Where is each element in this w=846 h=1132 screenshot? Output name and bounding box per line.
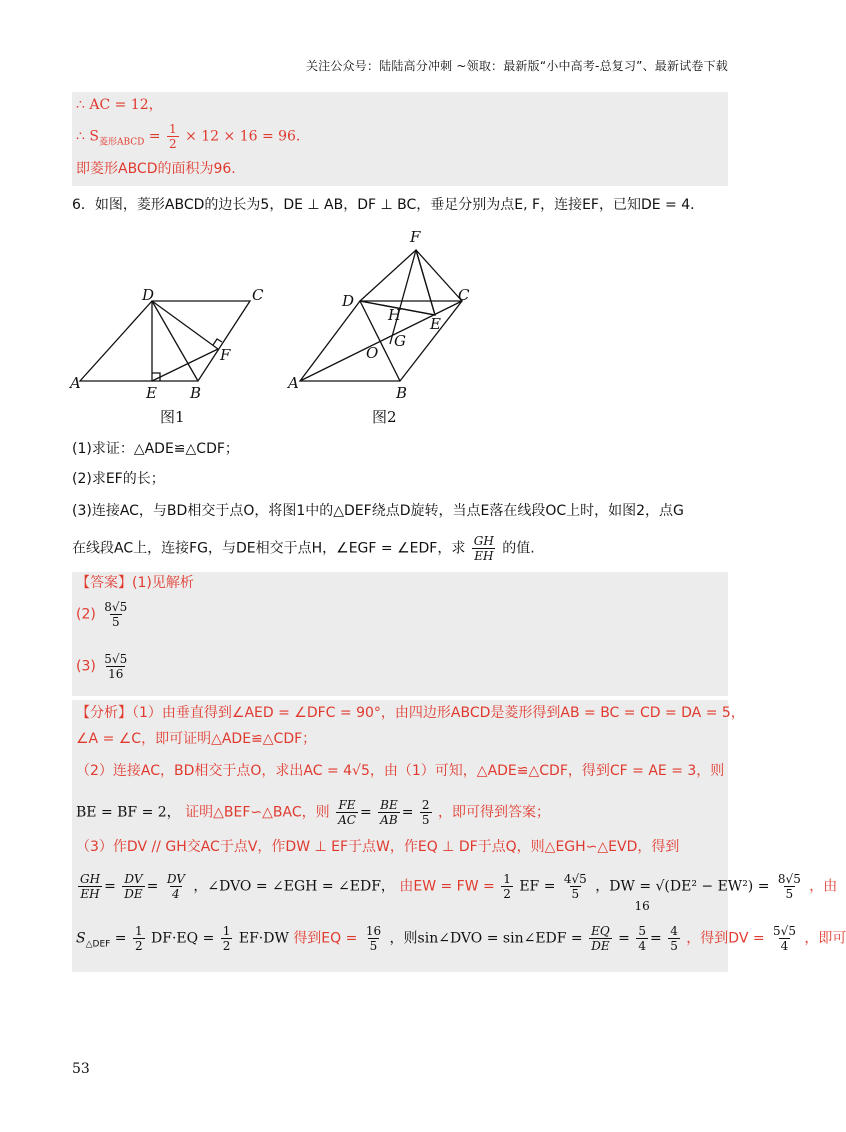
denominator: 5 <box>785 887 794 901</box>
fig1-label-e: E <box>146 384 157 402</box>
denominator: AB <box>380 813 398 827</box>
prev-line-3: 即菱形ABCD的面积为96. <box>76 161 236 177</box>
numerator: BE <box>380 798 398 812</box>
area-subscript: 菱形ABCD <box>98 137 145 148</box>
by-text: ，由 <box>809 878 838 895</box>
numerator: 1 <box>134 924 143 938</box>
frac-4root5-5 <box>562 872 589 901</box>
question-3-tail: 的值. <box>502 540 535 557</box>
fig2-label-e: E <box>430 315 441 333</box>
fig2-label-a: A <box>288 374 299 392</box>
numerator: 8√5 <box>777 872 801 886</box>
denominator: 5 <box>369 939 378 953</box>
analysis-line-1 <box>76 704 745 724</box>
denominator: 2 <box>222 939 231 953</box>
denominator: 5 <box>111 615 120 629</box>
fig1-rhombus <box>80 301 250 381</box>
denominator: DE <box>591 939 610 953</box>
frac-5root5-4 <box>771 924 798 953</box>
answer-label: 【答案】 <box>76 575 132 591</box>
frac-compound <box>634 899 650 953</box>
denominator: 5 <box>670 939 678 953</box>
fig2-caption: 图2 <box>372 408 397 426</box>
numerator: 2 <box>421 798 430 812</box>
fig1-right-angle-f <box>213 339 222 345</box>
analysis-line-5: （3）作DV // GH交AC于点V，作DW ⊥ EF于点W，作EQ ⊥ DF于点Q，则△EGH∽△EVD，得到 <box>76 839 680 855</box>
frac-4-5 <box>668 924 680 953</box>
page-number: 53 <box>72 1061 90 1077</box>
frac-half-3 <box>221 924 233 953</box>
numerator: 1 <box>222 924 231 938</box>
frac-16-5 <box>364 924 383 953</box>
ef-dw-product: EF·DW <box>238 930 289 947</box>
angle-equality: ，∠DVO = ∠EGH = ∠EDF， <box>193 878 395 895</box>
fig1-label-a: A <box>70 374 81 392</box>
frac-gh-eh <box>78 872 102 901</box>
denominator: 4 <box>172 887 180 901</box>
fig1-segment-db <box>152 301 198 381</box>
fig2-label-g: G <box>394 332 406 350</box>
numerator: 5√5 <box>104 652 128 666</box>
area-computation: × 12 × 16 = 96． <box>185 128 310 145</box>
analysis-part-1a: （1）由垂直得到∠AED = ∠DFC = 90°，由四边形ABCD是菱形得到AB = BC = CD = DA = 5， <box>132 705 745 721</box>
fig1-segment-df <box>152 301 218 349</box>
analysis-line-4: BE = BF = 2， 证明△BEF∽△BAC，则 $\frac{FE}{AC}$ = $\frac{BE}{AB}$ = $\frac{2}{5}$ ，即可得到答案； <box>76 798 550 827</box>
problem-6 <box>72 192 728 222</box>
top-value-16: 16 <box>634 899 650 913</box>
numerator: 1 <box>503 872 511 886</box>
frac-be-ab <box>378 798 400 827</box>
answer-2-label: (2) <box>76 606 96 623</box>
fig2-label-f: F <box>410 228 421 246</box>
frac-half-1 <box>501 872 513 901</box>
fig2-label-b: B <box>396 384 408 402</box>
numerator: FE <box>338 798 356 812</box>
ew-fw-text: 由EW = FW = <box>399 878 500 895</box>
area-subscript: △DEF <box>85 939 111 950</box>
dw-formula: ，DW = √(DE² − EW²) = <box>595 878 774 895</box>
equals-sign: = <box>114 930 131 947</box>
previous-solution <box>72 92 728 186</box>
problem-statement <box>72 196 704 216</box>
numerator: 5 <box>638 924 646 938</box>
numerator: 5√5 <box>773 924 796 938</box>
fig1-label-c: C <box>252 286 264 304</box>
equals-sign: = <box>148 128 165 145</box>
analysis-line-3: （2）连接AC，BD相交于点O，求出AC = 4√5，由（1）可知，△ADE≌△CDF，得到CF = AE = 3，则 <box>76 763 725 779</box>
denominator: EH <box>80 887 100 901</box>
denominator: EH <box>474 549 494 563</box>
geometry-figures <box>72 226 492 426</box>
fig1-label-f: F <box>220 346 231 364</box>
answer-3-value <box>102 652 129 681</box>
fig1-caption: 图1 <box>160 408 185 426</box>
numerator: GH <box>80 872 101 886</box>
numerator: DV <box>166 872 185 886</box>
answer-3-label: (3) <box>76 658 96 675</box>
frac-dv-de <box>122 872 144 901</box>
frac-eq-de <box>589 924 612 953</box>
answer-line-2 <box>76 600 131 629</box>
problem-text: 如图，菱形ABCD的边长为5，DE ⊥ AB，DF ⊥ BC，垂足分别为点E, F，连接EF，已知DE = 4． <box>94 197 705 213</box>
fig2-label-o: O <box>366 344 379 362</box>
prev-line-1: ∴ AC = 12， <box>76 97 163 113</box>
conclusion-3: ，即可 <box>804 930 846 947</box>
numerator: EQ <box>591 924 610 938</box>
numerator: 1 <box>168 122 177 136</box>
denominator: AC <box>338 813 356 827</box>
numerator: 4 <box>670 924 678 938</box>
denominator: 2 <box>168 137 177 151</box>
fig1-label-b: B <box>190 384 202 402</box>
get-dv-text: ，得到DV = <box>686 930 770 947</box>
answer-line-3 <box>76 652 131 681</box>
fig2-label-d: D <box>342 292 355 310</box>
sine-equality: ，则sin∠DVO = sin∠EDF = <box>389 930 588 947</box>
numerator: DV <box>124 872 143 886</box>
denominator: DE <box>124 887 143 901</box>
numerator: 8√5 <box>104 600 128 614</box>
analysis-line-7: $S_{\triangle DEF}$ = $\frac{1}{2}$ DF·EQ = $\frac{1}{2}$ EF·DW 得到EQ = $\frac{16}{5}$ ，则sin∠DVO = sin∠EDF = $\frac{EQ}{DE}$ = 16 5 4 = $\frac{4}{5}$ ，得到DV = $\frac{5√5}{4}$ ，即可 <box>76 899 846 953</box>
fig2-label-h: H <box>388 306 402 324</box>
answer-1: (1)见解析 <box>132 575 194 591</box>
page-header: 关注公众号：陆陆高分冲刺 ~领取：最新版“小中高考-总复习”、最新试卷下载 <box>305 59 728 73</box>
question-1: (1)求证：△ADE≌△CDF； <box>72 441 239 457</box>
analysis-label: 【分析】 <box>76 705 132 721</box>
analysis-line-2: ∠A = ∠C，即可证明△ADE≌△CDF； <box>76 731 317 747</box>
analysis-line-6: $\frac{GH}{EH}$ = $\frac{DV}{DE}$ = $\frac{DV}{4}$ ，∠DVO = ∠EGH = ∠EDF， 由EW = FW = $\frac{1}{2}$ EF = $\frac{4√5}{5}$ ，DW = √(DE² − EW²) = $\frac{8√5}{5}$ ，由 <box>80 872 838 901</box>
fig2-label-c: C <box>458 286 470 304</box>
be-bf-equal: BE = BF = 2， <box>76 804 181 821</box>
questions <box>72 436 728 566</box>
denominator: 2 <box>134 939 143 953</box>
similarity-proof: 证明△BEF∽△BAC，则 <box>185 804 330 821</box>
answer-2-value <box>102 600 129 629</box>
numerator: GH <box>473 534 494 548</box>
question-2: (2)求EF的长； <box>72 471 165 487</box>
fraction-half <box>167 122 179 151</box>
area-symbol: ∴ S <box>76 128 99 145</box>
ef-equals: EF = <box>519 878 560 895</box>
frac-half-2 <box>133 924 145 953</box>
ratio-gh-eh <box>472 534 496 563</box>
problem-number: 6． <box>72 197 95 213</box>
figure-1 <box>80 301 250 381</box>
prev-line-2 <box>76 122 310 151</box>
equals-sign-2: = <box>618 930 635 947</box>
numerator: 4√5 <box>563 872 587 886</box>
question-3-line-2 <box>72 534 535 563</box>
answer-block <box>72 572 728 696</box>
frac-dv-4 <box>165 872 187 901</box>
answer-line-1 <box>76 574 194 594</box>
fig2-diagonal-ac <box>300 301 462 381</box>
denominator: 4 <box>780 939 789 953</box>
analysis-block <box>72 700 846 972</box>
denominator: 5 <box>571 887 580 901</box>
frac-two-fifths <box>420 798 432 827</box>
question-3-text: 在线段AC上，连接FG，与DE相交于点H，∠EGF = ∠EDF，求 <box>72 540 466 557</box>
denominator: 16 <box>108 667 124 681</box>
denominator: 5 <box>421 813 430 827</box>
question-3-line-1: (3)连接AC，与BD相交于点O，将图1中的△DEF绕点D旋转，当点E落在线段OC上时，如图2，点G <box>72 503 684 519</box>
numerator: 16 <box>365 924 382 938</box>
area-symbol: S <box>76 930 86 947</box>
conclusion-2: ，即可得到答案； <box>437 804 550 821</box>
denominator: 4 <box>638 939 646 953</box>
df-eq-product: DF·EQ = <box>151 930 219 947</box>
fig1-label-d: D <box>142 286 155 304</box>
frac-8root5-5 <box>776 872 803 901</box>
denominator: 2 <box>503 887 511 901</box>
frac-fe-ac <box>336 798 358 827</box>
get-eq-text: 得到EQ = <box>293 930 362 947</box>
